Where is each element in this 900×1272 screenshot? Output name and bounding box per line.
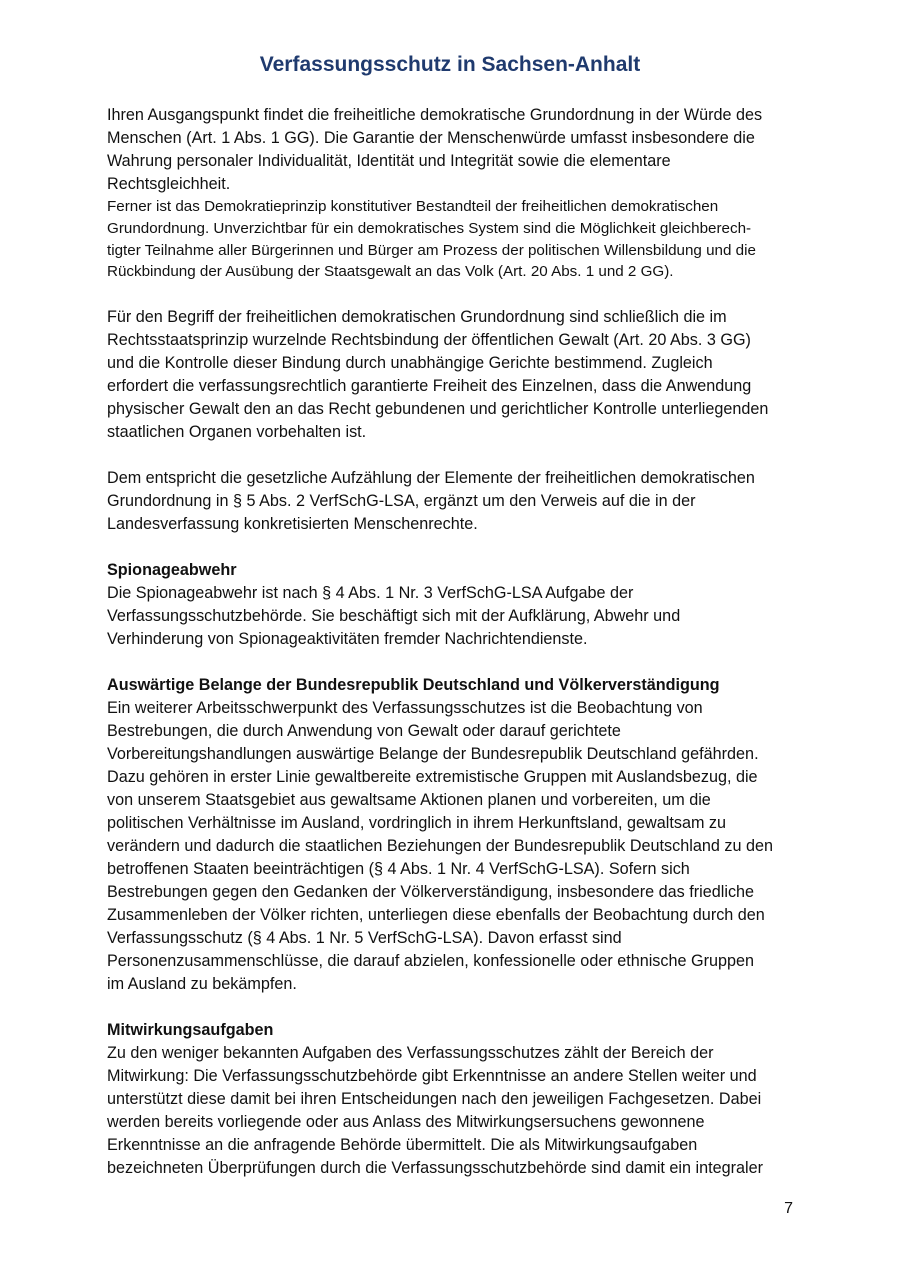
page-title: Verfassungsschutz in Sachsen-Anhalt bbox=[259, 53, 641, 76]
page-number: 7 bbox=[784, 1200, 793, 1217]
paragraph-grundordnung-wuerde: Ihren Ausgangspunkt findet die freiheitliche demokratische Grundordnung in der Würde des Menschen (Art. 1 Abs. 1 GG). Die Garantie der Menschenwürde umfasst insbesondere die Wahrung personaler Individualität, Identität und Integrität sowie die elementare Rechtsgleichheit. bbox=[107, 106, 763, 193]
paragraph-rechtsstaatsprinzip: Für den Begriff der freiheitlichen demokratischen Grundordnung sind schließlich die im Rechtsstaatsprinzip wurzelnde Rechtsbindung der öffentlichen Gewalt (Art. 20 Abs. 3 GG) und die Kontrolle dieser Bindung durch unabhängige Gerichte bestimmend. Zugleich erfordert die verfassungsrechtlich garantierte Freiheit des Einzelnen, dass die Anwendung physischer Gewalt den an das Recht gebundenen und gerichtlicher Kontrolle unterliegenden staatlichen Organen vorbehalten ist. bbox=[107, 308, 769, 442]
paragraph-demokratieprinzip: Ferner ist das Demokratieprinzip konstitutiver Bestandteil der freiheitlichen demokratischen Grundordnung. Unverzichtbar für ein demokratisches System sind die Möglichkeit gleichberech- tigter Teilnahme aller Bürgerinnen und Bürger am Prozess der politischen Willensbildung und die Rückbindung der Ausübung der Staatsgewalt an das Volk (Art. 20 Abs. 1 und 2 GG). bbox=[107, 198, 756, 281]
section-heading-auswaertige-belange: Auswärtige Belange der Bundesrepublik Deutschland und Völkerverständigung bbox=[107, 676, 720, 695]
section-heading-spionageabwehr: Spionageabwehr bbox=[107, 561, 237, 580]
section-body-spionageabwehr: Die Spionageabwehr ist nach § 4 Abs. 1 Nr. 3 VerfSchG-LSA Aufgabe der Verfassungsschutzbehörde. Sie beschäftigt sich mit der Aufklärung, Abwehr und Verhinderung von Spionageaktivitäten fremder Nachrichtendienste. bbox=[107, 584, 681, 649]
document-body bbox=[107, 104, 799, 1180]
section-heading-mitwirkungsaufgaben: Mitwirkungsaufgaben bbox=[107, 1021, 274, 1040]
paragraph-gesetzliche-aufzaehlung: Dem entspricht die gesetzliche Aufzählung der Elemente der freiheitlichen demokratischen Grundordnung in § 5 Abs. 2 VerfSchG-LSA, ergänzt um den Verweis auf die in der Landesverfassung konkretisierten Menschenrechte. bbox=[107, 469, 755, 534]
section-body-auswaertige-belange: Ein weiterer Arbeitsschwerpunkt des Verfassungsschutzes ist die Beobachtung von Bestrebungen, die durch Anwendung von Gewalt oder darauf gerichtete Vorbereitungshandlungen auswärtige Belange der Bundesrepublik Deutschland gefährden. Dazu gehören in erster Linie gewaltbereite extremistische Gruppen mit Auslandsbezug, die von unserem Staatsgebiet aus gewaltsame Aktionen planen und vorbereiten, um die politischen Verhältnisse im Ausland, vordringlich in ihrem Herkunftsland, gewaltsam zu verändern und dadurch die staatlichen Beziehungen der Bundesrepublik Deutschland zu den betroffenen Staaten beeinträchtigen (§ 4 Abs. 1 Nr. 4 VerfSchG-LSA). Sofern sich Bestrebungen gegen den Gedanken der Völkerverständigung, insbesondere das friedliche Zusammenleben der Völker richten, unterliegen diese ebenfalls der Beobachtung durch den Verfassungsschutz (§ 4 Abs. 1 Nr. 5 VerfSchG-LSA). Davon erfasst sind Personenzusammenschlüsse, die darauf abzielen, konfessionelle oder ethnische Gruppen im Ausland zu bekämpfen. bbox=[107, 699, 773, 994]
section-body-mitwirkungsaufgaben: Zu den weniger bekannten Aufgaben des Verfassungsschutzes zählt der Bereich der Mitwirkung: Die Verfassungsschutzbehörde gibt Erkenntnisse an andere Stellen weiter und unterstützt diese damit bei ihren Entscheidungen nach den jeweiligen Fachgesetzen. Dabei werden bereits vorliegende oder aus Anlass des Mitwirkungsersuchens gewonnene Erkenntnisse an die anfragende Behörde übermittelt. Die als Mitwirkungsaufgaben bezeichneten Überprüfungen durch die Verfassungsschutzbehörde sind damit ein integraler bbox=[107, 1044, 764, 1178]
